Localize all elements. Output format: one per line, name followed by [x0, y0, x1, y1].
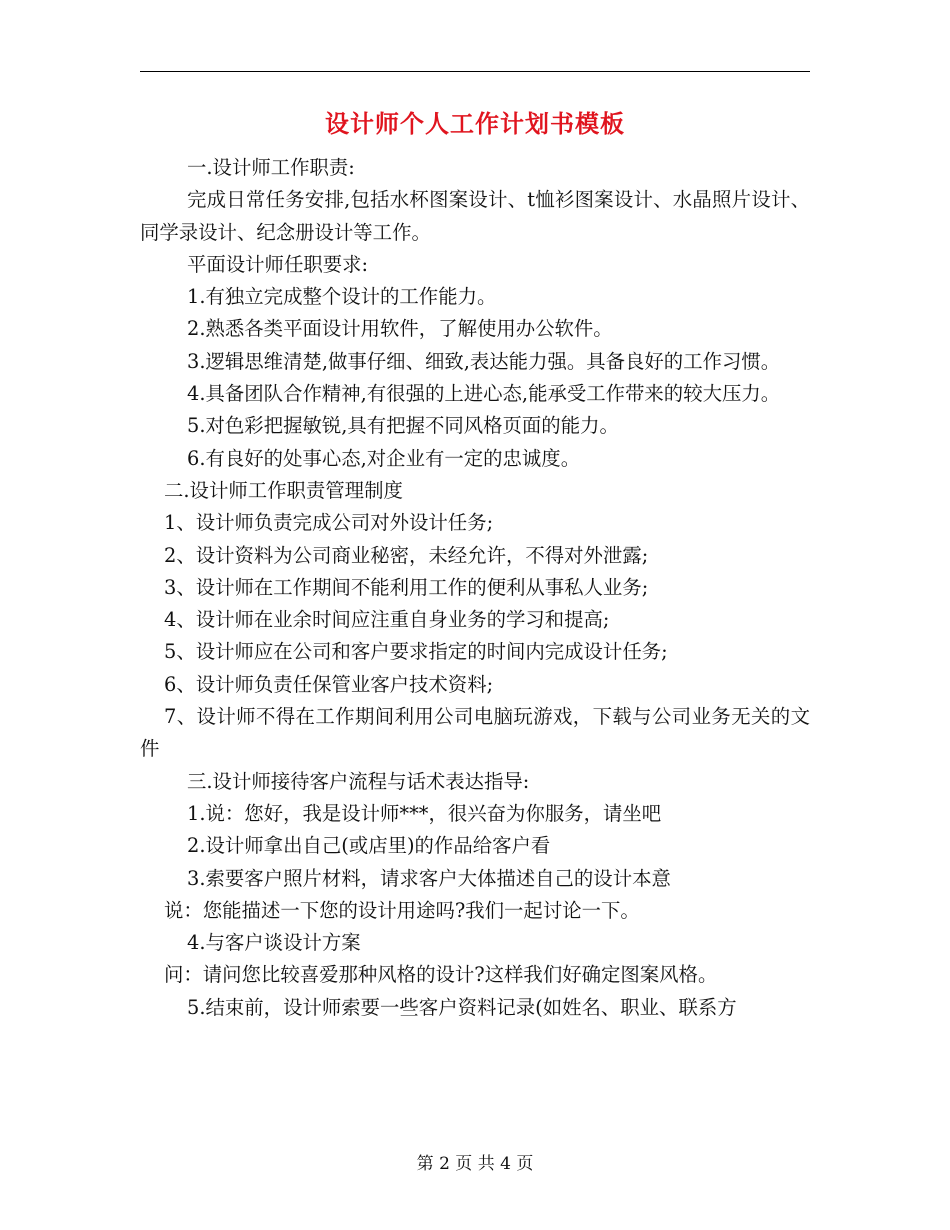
list-item: 2、设计资料为公司商业秘密，未经允许，不得对外泄露;: [164, 543, 649, 567]
paragraph: 完成日常任务安排,包括水杯图案设计、t恤衫图案设计、水晶照片设计、同学录设计、纪念册设计等工作。: [140, 188, 810, 244]
list-item: 4、设计师在业余时间应注重自身业务的学习和提高;: [164, 608, 610, 632]
list-item: 6、设计师负责任保管业客户技术资料;: [164, 672, 494, 696]
section-heading-1: 一.设计师工作职责:: [187, 156, 355, 179]
document-body: [140, 152, 810, 1024]
header-rule: [140, 71, 810, 72]
section-heading-2: 二.设计师工作职责管理制度: [164, 478, 403, 502]
list-item: 5、设计师应在公司和客户要求指定的时间内完成设计任务;: [164, 640, 668, 664]
list-item: 5.对色彩把握敏锐,具有把握不同风格页面的能力。: [187, 414, 619, 438]
section-heading-3: 三.设计师接待客户流程与话术表达指导:: [187, 769, 530, 793]
list-item: 1、设计师负责完成公司对外设计任务;: [164, 511, 494, 535]
subsection-heading: 平面设计师任职要求:: [187, 252, 369, 276]
page-number: 第 2 页 共 4 页: [416, 1154, 534, 1174]
document-title: 设计师个人工作计划书模板: [325, 109, 625, 138]
list-item: 3.索要客户照片材料，请求客户大体描述自己的设计本意: [187, 866, 671, 890]
list-item: 3、设计师在工作期间不能利用工作的便利从事私人业务;: [164, 575, 649, 599]
paragraph: 问：请问您比较喜爱那种风格的设计?这样我们好确定图案风格。: [164, 963, 718, 987]
list-item: 4.具备团队合作精神,有很强的上进心态,能承受工作带来的较大压力。: [187, 382, 781, 406]
list-item: 6.有良好的处事心态,对企业有一定的忠诚度。: [187, 446, 581, 470]
list-item: 1.有独立完成整个设计的工作能力。: [187, 285, 497, 309]
list-item: 1.说：您好，我是设计师***，很兴奋为你服务，请坐吧: [187, 801, 662, 825]
list-item: 2.熟悉各类平面设计用软件，了解使用办公软件。: [187, 317, 613, 341]
list-item: 4.与客户谈设计方案: [187, 931, 361, 955]
list-item: 2.设计师拿出自己(或店里)的作品给客户看: [187, 834, 551, 858]
list-item: 7、设计师不得在工作期间利用公司电脑玩游戏，下载与公司业务无关的文件: [140, 705, 810, 761]
paragraph: 说：您能描述一下您的设计用途吗?我们一起讨论一下。: [164, 898, 640, 922]
list-item: 5.结束前，设计师索要一些客户资料记录(如姓名、职业、联系方: [187, 995, 737, 1019]
list-item: 3.逻辑思维清楚,做事仔细、细致,表达能力强。具备良好的工作习惯。: [187, 349, 781, 373]
